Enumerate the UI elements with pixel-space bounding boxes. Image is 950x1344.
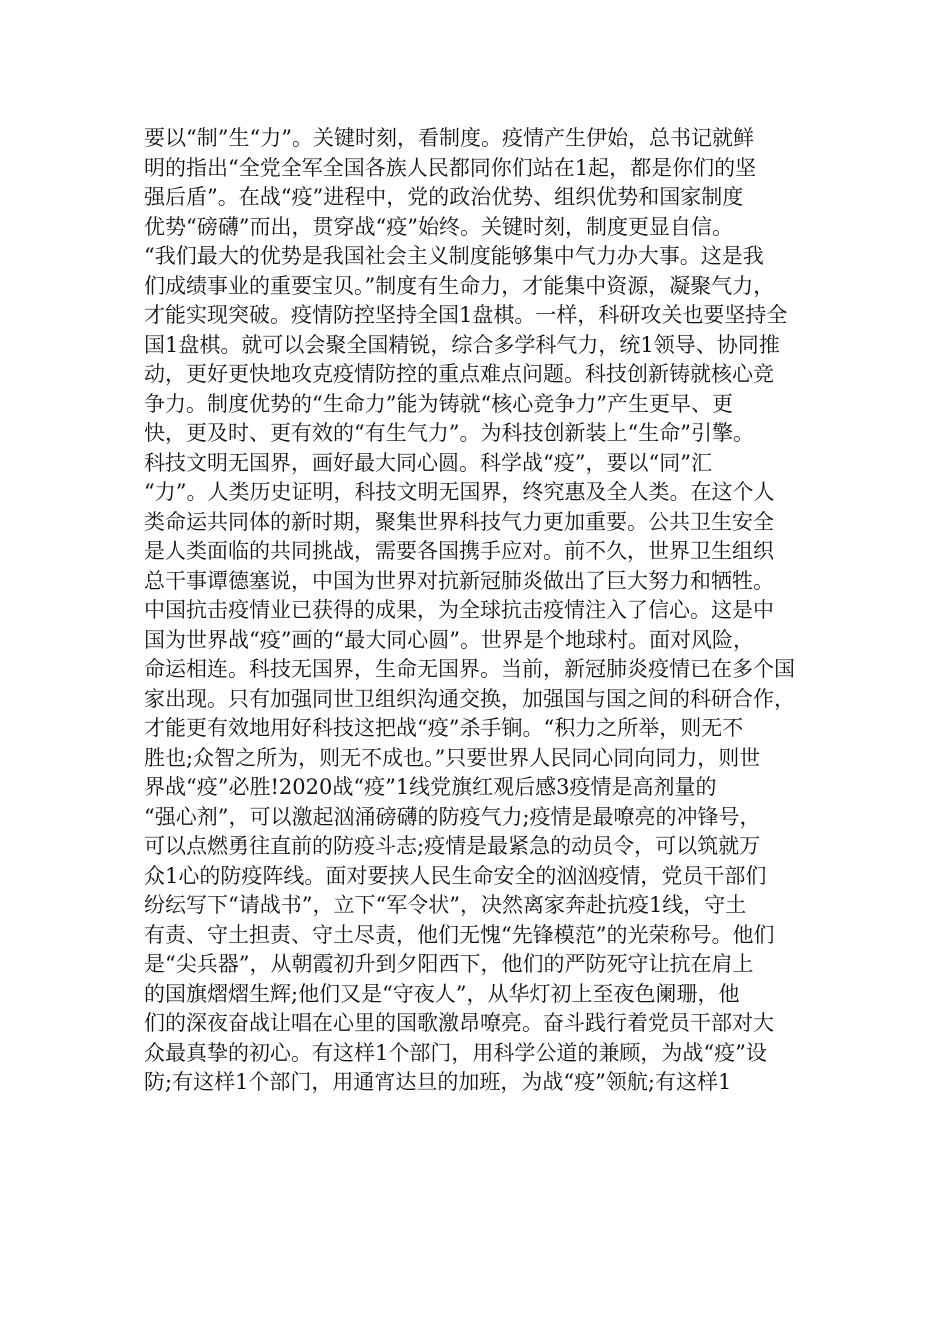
text-line: 众1心的防疫阵线。面对要挟人民生命安全的汹汹疫情，党员干部们	[144, 863, 767, 888]
text-line: 命运相连。科技无国界，生命无国界。当前，新冠肺炎疫情已在多个国	[144, 657, 795, 681]
text-line: 国为世界战“疫”画的“最大同心圆”。世界是个地球村。面对风险，	[144, 627, 754, 652]
text-line: 众最真挚的初心。有这样1个部门，用科学公道的兼顾，为战“疫”设	[144, 1040, 767, 1065]
text-line: “强心剂”，可以激起汹涌磅礴的防疫气力;疫情是最嘹亮的冲锋号，	[144, 804, 761, 829]
text-line: 家出现。只有加强同世卫组织沟通交换，加强国与国之间的科研合作，	[144, 686, 795, 711]
text-line: 优势“磅礴”而出，贯穿战“疫”始终。关键时刻，制度更显自信。	[144, 214, 733, 239]
text-line: 类命运共同体的新时期，聚集世界科技气力更加重要。公共卫生安全	[144, 509, 774, 534]
text-line: 总干事谭德塞说，中国为世界对抗新冠肺炎做出了巨大努力和牺牲。	[144, 568, 774, 593]
text-line: 争力。制度优势的“生命力”能为铸就“核心竞争力”产生更早、更	[144, 391, 733, 416]
text-line: 有责、守土担责、守土尽责，他们无愧“先锋模范”的光荣称号。他们	[144, 922, 775, 947]
text-line: 动，更好更快地攻克疫情防控的重点难点问题。科技创新铸就核心竞	[144, 362, 774, 386]
text-line: 明的指出“全党全军全国各族人民都同你们站在1起，都是你们的坚	[144, 155, 757, 180]
text-line: 是人类面临的共同挑战，需要各国携手应对。前不久，世界卫生组织	[144, 539, 774, 563]
text-line: 才能实现突破。疫情防控坚持全国1盘棋。一样，科研攻关也要坚持全	[144, 303, 788, 327]
text-line: 才能更有效地用好科技这把战“疫”杀手锏。“积力之所举，则无不	[144, 716, 744, 740]
text-line: 中国抗击疫情业已获得的成果，为全球抗击疫情注入了信心。这是中	[144, 598, 774, 622]
text-line: 要以“制”生“力”。关键时刻，看制度。疫情产生伊始，总书记就鲜	[144, 126, 754, 150]
text-line: 是“尖兵器”，从朝霞初升到夕阳西下，他们的严防死守让抗在肩上	[144, 952, 754, 976]
text-line: 强后盾”。在战“疫”进程中，党的政治优势、组织优势和国家制度	[144, 185, 744, 209]
text-line: 们的深夜奋战让唱在心里的国歌激昂嘹亮。奋斗践行着党员干部对大	[144, 1011, 774, 1035]
text-line: 国1盘棋。就可以会聚全国精锐，综合多学科气力，统1领导、协同推	[144, 332, 780, 357]
text-line: 胜也;众智之所为，则无不成也。”只要世界人民同心同向同力，则世	[144, 745, 761, 770]
text-line: 纷纭写下“请战书”，立下“军令状”，决然离家奔赴抗疫1线，守土	[144, 893, 747, 917]
text-line: 的国旗熠熠生辉;他们又是“守夜人”，从华灯初上至夜色阑珊，他	[144, 981, 740, 1006]
document-body	[144, 124, 814, 1098]
text-line: 快，更及时、更有效的“有生气力”。为科技创新装上“生命”引擎。	[144, 421, 754, 445]
text-line: 防;有这样1个部门，用通宵达旦的加班，为战“疫”领航;有这样1	[144, 1070, 732, 1094]
text-line: “我们最大的优势是我国社会主义制度能够集中气力办大事。这是我	[144, 244, 764, 268]
text-line: 可以点燃勇往直前的防疫斗志;疫情是最紧急的动员令，可以筑就万	[144, 834, 761, 858]
text-line: 界战“疫”必胜!2020战“疫”1线党旗红观后感3疫情是高剂量的	[144, 775, 717, 799]
text-line: “力”。人类历史证明，科技文明无国界，终究惠及全人类。在这个人	[144, 480, 775, 504]
text-line: 们成绩事业的重要宝贝。”制度有生命力，才能集中资源，凝聚气力，	[144, 273, 775, 298]
text-line: 科技文明无国界，画好最大同心圆。科学战“疫”，要以“同”汇	[144, 450, 712, 475]
